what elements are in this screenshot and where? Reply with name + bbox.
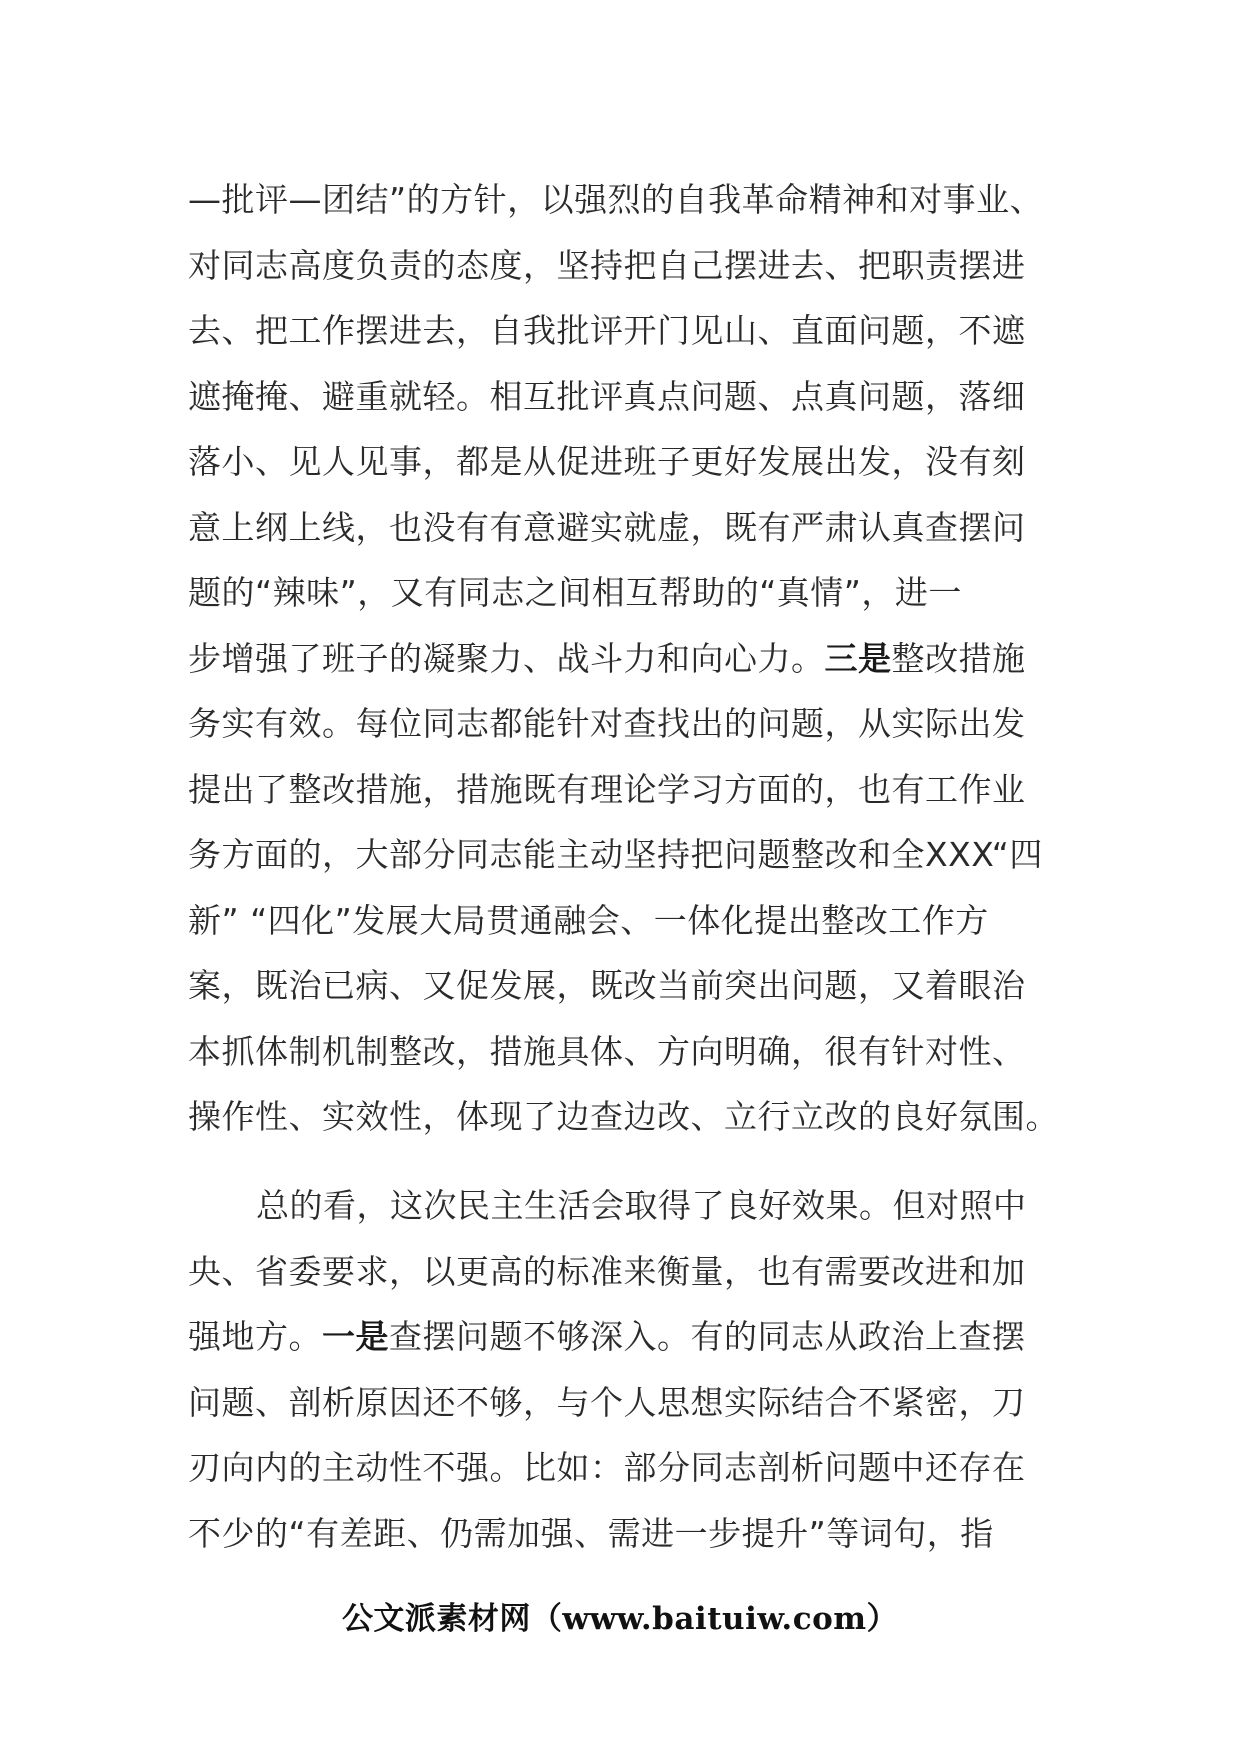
text-run: 步增强了班子的凝聚力、战斗力和向心力。 (188, 638, 825, 678)
paragraph-2 (188, 1173, 1068, 1566)
emphasis-label: 一是 (322, 1317, 389, 1356)
text-run: 意上纲上线，也没有有意避实就虚，既有严肃认真查摆问 (188, 507, 1026, 547)
text-run: 案，既治已病、又促发展，既改当前突出问题，又着眼治 (188, 966, 1026, 1005)
text-run: 去、把工作摆进去，自我批评开门见山、直面问题，不遮 (188, 311, 1026, 350)
text-run: —批评—团结”的方针，以强烈的自我革命精神和对事业、 (188, 180, 1044, 219)
text-run: 查摆问题不够深入。有的同志从政治上查摆 (389, 1317, 1026, 1356)
text-run: 遮掩掩、避重就轻。相互批评真点问题、点真问题，落细 (188, 376, 1026, 416)
text-line (188, 1501, 1068, 1567)
text-run: 本抓体制机制整改，措施具体、方向明确，很有针对性、 (188, 1031, 1026, 1071)
text-line (188, 495, 1068, 561)
text-line (188, 1173, 1068, 1239)
text-run: 对同志高度负责的态度，坚持把自己摆进去、把职责摆进 (188, 245, 1026, 285)
text-line (188, 429, 1068, 495)
text-run: 强地方。 (188, 1317, 322, 1356)
text-line (188, 626, 1068, 692)
text-run: 务实有效。每位同志都能针对查找出的问题，从实际出发 (188, 704, 1026, 743)
text-line (188, 1435, 1068, 1501)
text-line (188, 1370, 1068, 1436)
text-line (188, 1239, 1068, 1305)
text-run: 提出了整改措施，措施既有理论学习方面的，也有工作业 (188, 769, 1026, 809)
text-line (188, 364, 1068, 430)
text-line (188, 757, 1068, 823)
text-line (188, 560, 1068, 626)
text-line (188, 888, 1068, 954)
text-run: 落小、见人见事，都是从促进班子更好发展出发，没有刻 (188, 442, 1026, 481)
emphasis-label: 三是 (824, 638, 892, 678)
paragraph-1 (188, 167, 1068, 1150)
text-line (188, 1019, 1068, 1085)
text-run: 总的看，这次民主生活会取得了良好效果。但对照中 (256, 1186, 1027, 1225)
text-run: 务方面的，大部分同志能主动坚持把问题整改和全XXX“四 (188, 835, 1043, 874)
text-line (188, 822, 1068, 888)
text-run: 不少的“有差距、仍需加强、需进一步提升”等词句，指 (188, 1513, 994, 1553)
text-line (188, 298, 1068, 364)
text-line (188, 1304, 1068, 1370)
text-run: 央、省委要求，以更高的标准来衡量，也有需要改进和加 (188, 1251, 1026, 1291)
text-line (188, 233, 1068, 299)
text-run: 问题、剖析原因还不够，与个人思想实际结合不紧密，刀 (188, 1382, 1026, 1422)
text-line (188, 1084, 1068, 1150)
text-line (188, 691, 1068, 757)
text-run: 操作性、实效性，体现了边查边改、立行立改的良好氛围。 (188, 1097, 1059, 1136)
footer-source: 公文派素材网（www.baituiw.com） (341, 1601, 899, 1637)
text-line (188, 953, 1068, 1019)
text-run: 题的“辣味”，又有同志之间相互帮助的“真情”，进一 (188, 573, 962, 612)
text-run: 刃向内的主动性不强。比如：部分同志剖析问题中还存在 (188, 1448, 1026, 1487)
text-run: 新” “四化”发展大局贯通融会、一体化提出整改工作方 (188, 900, 989, 940)
text-line (188, 167, 1068, 233)
text-run: 整改措施 (891, 638, 1026, 678)
